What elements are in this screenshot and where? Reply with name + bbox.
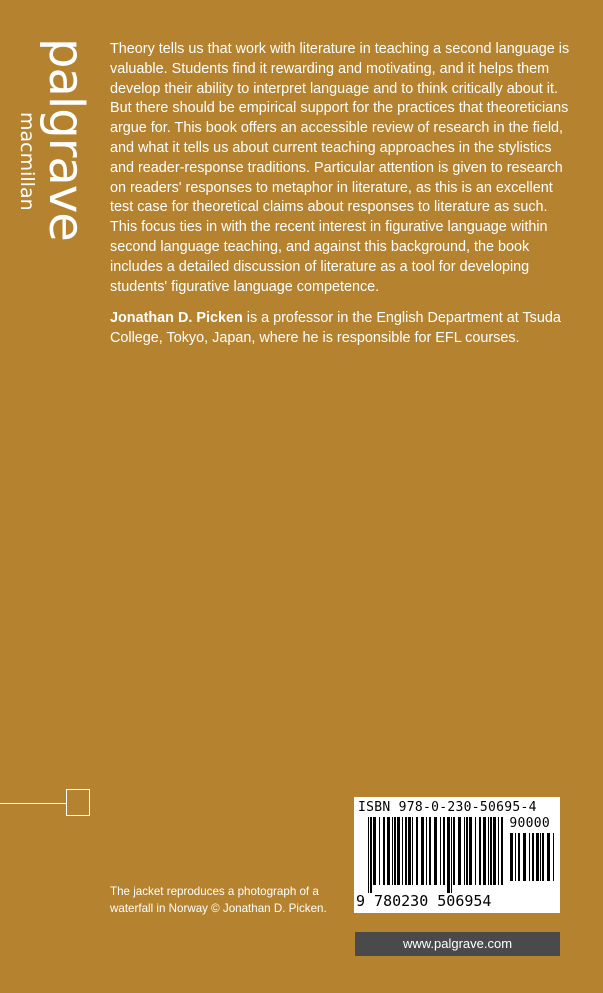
barcode-bar bbox=[529, 833, 530, 881]
barcode-bar bbox=[469, 817, 472, 885]
price-code: 90000 bbox=[509, 816, 550, 831]
publisher-logo-name: palgrave bbox=[38, 38, 94, 241]
barcode-bar bbox=[405, 817, 407, 885]
barcode-bar bbox=[553, 833, 554, 881]
publisher-logo-sub: macmillan bbox=[16, 112, 38, 211]
barcode-bar bbox=[373, 817, 376, 885]
barcode-bar bbox=[412, 817, 413, 885]
barcode-bar bbox=[458, 817, 461, 885]
barcode-bar bbox=[408, 817, 411, 885]
author-bio: is a professor in the English Department at Tsuda College, Tokyo, Japan, where he is responsible for EFL courses. bbox=[110, 310, 561, 347]
barcode-bar bbox=[515, 833, 516, 881]
barcode-bar bbox=[426, 817, 427, 885]
barcode-bar bbox=[383, 817, 385, 885]
barcode-bar bbox=[440, 817, 441, 885]
barcode-bar bbox=[429, 817, 431, 885]
blurb-paragraph: Theory tells us that work with literature in teaching a second language is valuable. Students find it rewarding and motivating, and it helps them develop their ability to interpret language and to think critically about it. But there should be empirical support for the practices that theoreticians argue for. This book offers an accessible review of research in the field, and what it tells us about current teaching approaches in the stylistics and reader-response traditions. Particular attention is given to research on readers' responses to metaphor in literature, as this is an excellent test case for theoretical claims about responses to literature as such. This focus ties in with the recent interest in figurative language within second language teaching, and against this background, the book includes a detailed discussion of literature as a tool for developing students' figurative language competence. bbox=[110, 41, 570, 295]
decorative-rule bbox=[0, 803, 67, 804]
ean-digits: 9 780230 506954 bbox=[356, 892, 492, 910]
barcode-bar bbox=[498, 817, 499, 885]
barcode-bar bbox=[416, 817, 418, 885]
barcode-bar bbox=[490, 817, 492, 885]
barcode-bar bbox=[501, 817, 503, 885]
barcode-bar bbox=[387, 817, 390, 885]
barcode-bar bbox=[466, 817, 468, 885]
back-cover-blurb bbox=[110, 40, 573, 361]
barcode-bar bbox=[542, 833, 544, 881]
barcode-bar bbox=[523, 833, 526, 881]
barcode-bar bbox=[536, 833, 539, 881]
barcode-bar bbox=[518, 833, 520, 881]
barcode-bar bbox=[402, 817, 403, 885]
barcode-bar bbox=[379, 817, 380, 885]
barcode-bar bbox=[447, 817, 450, 893]
barcode-bar bbox=[453, 817, 455, 885]
barcode-bar bbox=[394, 817, 396, 885]
barcode-bar bbox=[370, 817, 372, 893]
decorative-square bbox=[66, 789, 90, 816]
barcode-bar bbox=[451, 817, 452, 893]
barcode-bar bbox=[397, 817, 400, 885]
barcode-bar bbox=[479, 817, 481, 885]
barcode-bar bbox=[443, 817, 445, 885]
barcode-bar bbox=[547, 833, 550, 881]
barcode-bar bbox=[464, 817, 465, 885]
barcode-bar bbox=[493, 817, 496, 885]
barcode-bars bbox=[368, 817, 508, 893]
barcode-bar bbox=[368, 817, 369, 893]
author-paragraph bbox=[110, 309, 573, 349]
jacket-credit: The jacket reproduces a photograph of a waterfall in Norway © Jonathan D. Picken. bbox=[110, 885, 327, 915]
barcode-addon-bars bbox=[510, 833, 556, 889]
publisher-logo bbox=[10, 38, 105, 241]
barcode-bar bbox=[540, 833, 541, 881]
barcode-bar bbox=[475, 817, 476, 885]
barcode-bar bbox=[434, 817, 437, 885]
barcode-bar bbox=[488, 817, 489, 885]
author-name: Jonathan D. Picken bbox=[110, 310, 243, 327]
barcode-bar bbox=[421, 817, 424, 885]
barcode-bar bbox=[392, 817, 393, 885]
barcode-bar bbox=[532, 833, 534, 881]
barcode-bar bbox=[483, 817, 486, 885]
isbn-barcode bbox=[354, 797, 560, 913]
publisher-url[interactable]: www.palgrave.com bbox=[355, 932, 560, 956]
barcode-bar bbox=[510, 833, 513, 881]
isbn-label: ISBN 978-0-230-50695-4 bbox=[358, 800, 537, 815]
